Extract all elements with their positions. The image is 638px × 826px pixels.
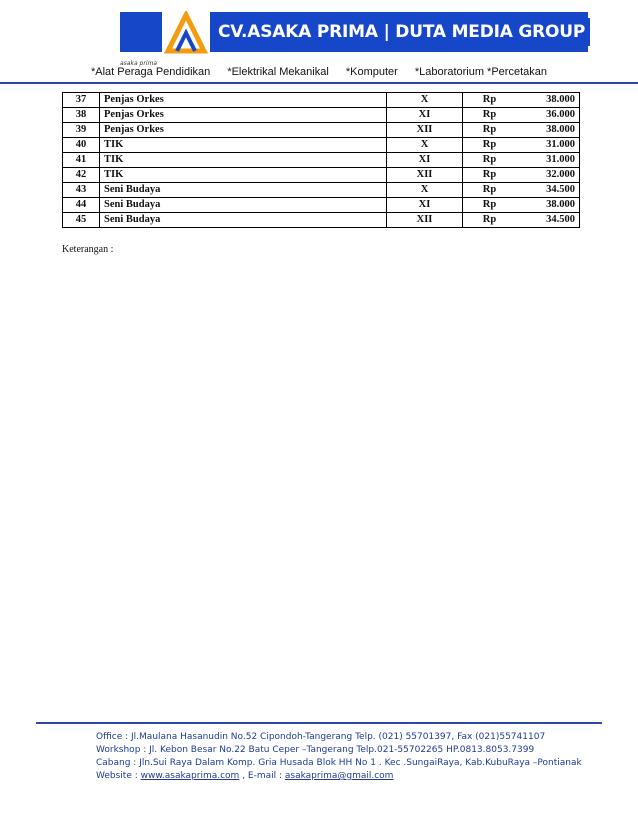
currency-cell: Rp	[463, 213, 517, 228]
services-line	[0, 66, 638, 78]
grade-cell: X	[387, 183, 463, 198]
row-number: 39	[63, 123, 100, 138]
currency-cell: Rp	[463, 153, 517, 168]
subject-cell: Seni Budaya	[100, 213, 387, 228]
grade-cell: X	[387, 93, 463, 108]
currency-cell: Rp	[463, 183, 517, 198]
price-cell: 36.000	[516, 108, 580, 123]
footer-address	[96, 731, 582, 783]
currency-cell: Rp	[463, 138, 517, 153]
subject-cell: Penjas Orkes	[100, 108, 387, 123]
table-row	[63, 93, 580, 108]
grade-cell: XI	[387, 108, 463, 123]
grade-cell: XII	[387, 123, 463, 138]
price-cell: 31.000	[516, 153, 580, 168]
price-cell: 38.000	[516, 123, 580, 138]
grade-cell: XI	[387, 198, 463, 213]
email-link[interactable]: asakaprima@gmail.com	[284, 771, 394, 781]
currency-cell: Rp	[463, 168, 517, 183]
price-cell: 34.500	[516, 183, 580, 198]
grade-cell: XII	[387, 213, 463, 228]
grade-cell: X	[387, 138, 463, 153]
workshop-address: Workshop : Jl. Kebon Besar No.22 Batu Ceper –Tangerang Telp.021-55702265 HP.0813.8053.7399	[96, 745, 535, 755]
price-cell: 32.000	[516, 168, 580, 183]
row-number: 38	[63, 108, 100, 123]
row-number: 44	[63, 198, 100, 213]
subject-cell: Penjas Orkes	[100, 123, 387, 138]
row-number: 40	[63, 138, 100, 153]
table-row	[63, 138, 580, 153]
price-cell: 34.500	[516, 213, 580, 228]
footer-divider	[36, 722, 602, 724]
table-row	[63, 123, 580, 138]
currency-cell: Rp	[463, 108, 517, 123]
subject-cell: Seni Budaya	[100, 183, 387, 198]
row-number: 42	[63, 168, 100, 183]
company-logo	[162, 8, 210, 58]
price-cell: 31.000	[516, 138, 580, 153]
contact-line	[96, 770, 582, 783]
row-number: 45	[63, 213, 100, 228]
price-table	[62, 92, 580, 228]
row-number: 41	[63, 153, 100, 168]
company-name: CV.ASAKA PRIMA | DUTA MEDIA GROUP	[216, 18, 590, 46]
row-number: 43	[63, 183, 100, 198]
table-row	[63, 213, 580, 228]
row-number: 37	[63, 93, 100, 108]
table-row	[63, 168, 580, 183]
website-label: Website :	[96, 771, 141, 781]
grade-cell: XII	[387, 168, 463, 183]
service-item: *Elektrikal Mekanikal	[227, 66, 329, 78]
keterangan-label: Keterangan :	[62, 244, 114, 255]
subject-cell: TIK	[100, 153, 387, 168]
subject-cell: Penjas Orkes	[100, 93, 387, 108]
office-address: Office : Jl.Maulana Hasanudin No.52 Cipondoh-Tangerang Telp. (021) 55701397, Fax (021)55741107	[96, 732, 546, 742]
subject-cell: Seni Budaya	[100, 198, 387, 213]
header-divider	[0, 82, 638, 84]
subject-cell: TIK	[100, 138, 387, 153]
currency-cell: Rp	[463, 123, 517, 138]
branch-address: Cabang : Jln.Sui Raya Dalam Komp. Gria Husada Blok HH No 1 . Kec .SungaiRaya, Kab.KubuRaya –Pontianak	[96, 758, 582, 768]
logo-triangle-icon	[164, 11, 208, 55]
logo-tagline: asaka prima	[120, 60, 158, 67]
service-item: *Komputer	[345, 66, 398, 78]
website-link[interactable]: www.asakaprima.com	[140, 771, 240, 781]
service-item: *Alat Peraga Pendidikan	[91, 66, 211, 78]
subject-cell: TIK	[100, 168, 387, 183]
currency-cell: Rp	[463, 93, 517, 108]
price-cell: 38.000	[516, 198, 580, 213]
service-item: *Laboratorium *Percetakan	[414, 66, 547, 78]
table-row	[63, 183, 580, 198]
email-label: , E-mail :	[239, 771, 285, 781]
grade-cell: XI	[387, 153, 463, 168]
table-row	[63, 108, 580, 123]
table-row	[63, 153, 580, 168]
currency-cell: Rp	[463, 198, 517, 213]
price-cell: 38.000	[516, 93, 580, 108]
table-row	[63, 198, 580, 213]
